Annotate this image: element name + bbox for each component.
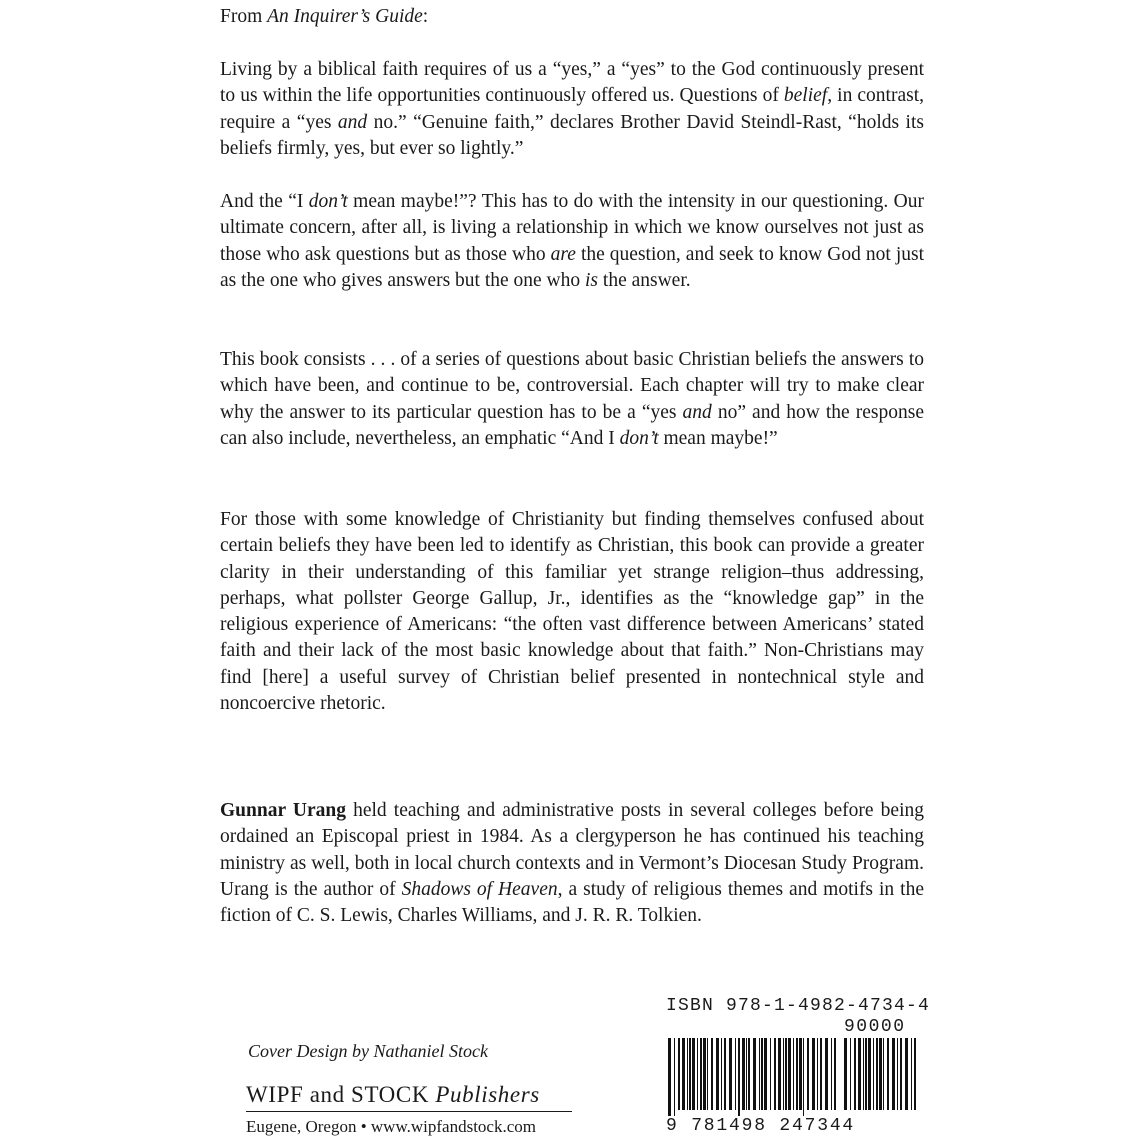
barcode-bar — [729, 1038, 732, 1110]
text-run: is — [585, 269, 599, 291]
barcode-bar — [697, 1038, 698, 1110]
barcode-bar — [799, 1038, 802, 1110]
barcode-bar — [764, 1038, 767, 1110]
barcode-bar — [783, 1038, 784, 1110]
barcode-bar — [825, 1038, 828, 1110]
intro-colon: : — [422, 6, 429, 27]
text-run: in contrast, require a “yes — [220, 85, 924, 133]
text-run: and — [682, 401, 712, 423]
barcode-bar — [858, 1038, 861, 1110]
barcode-bar — [707, 1038, 708, 1110]
excerpt-paragraph-3 — [220, 347, 924, 452]
text-run: held teaching and administrative posts in several colleges before being ordained an Episcopal priest in 1984. As a clergyperson he has continued his teaching ministry as well, both in local church contexts and in Vermont’s Diocesan Study Program. Urang is the author of — [220, 800, 924, 900]
publisher-logo — [246, 1081, 572, 1139]
barcode-bar — [753, 1038, 756, 1110]
barcode-bar — [682, 1038, 685, 1110]
barcode-bar — [900, 1038, 902, 1110]
addon-barcode-bars — [844, 1038, 924, 1116]
barcode-bar — [778, 1038, 781, 1110]
barcode-bar — [724, 1038, 726, 1110]
barcode-bar — [844, 1038, 847, 1110]
text-run: the question, and seek to know God not just as the one who gives answers but the one who — [220, 243, 925, 291]
barcode-bar — [820, 1038, 822, 1110]
text-run: This book consists . . . of a series of questions about basic Christian beliefs the answers to which have been, and continue to be, controversial. Each chapter will try to make clear why the answer to its particular question has to be a “yes — [220, 349, 924, 423]
barcode-bar — [692, 1038, 695, 1110]
barcode-bar — [831, 1038, 832, 1110]
text-run: Shadows of Heaven — [401, 878, 558, 900]
excerpt-paragraph-1 — [220, 57, 924, 162]
barcode-bar — [742, 1038, 745, 1110]
text-run: don’t — [308, 191, 348, 212]
barcode-bar — [854, 1038, 856, 1110]
barcode-bar — [883, 1038, 884, 1110]
barcode-bar — [674, 1038, 675, 1116]
author-bio — [220, 798, 924, 929]
barcode-bar — [807, 1038, 809, 1110]
barcode-bar — [678, 1038, 680, 1110]
barcode-bar — [774, 1038, 776, 1110]
barcode-bar — [817, 1038, 818, 1110]
barcode-bar — [834, 1038, 836, 1110]
barcode-bar — [812, 1038, 815, 1110]
barcode-bar — [873, 1038, 874, 1110]
barcode-bar — [687, 1038, 688, 1110]
barcode-bar — [911, 1038, 912, 1110]
barcode-bar — [914, 1038, 916, 1110]
text-run: don’t — [619, 427, 659, 449]
text-run: Gunnar Urang — [220, 800, 346, 821]
barcode-bar — [721, 1038, 722, 1110]
barcode-bar — [793, 1038, 794, 1110]
barcode-bar — [735, 1038, 736, 1110]
publisher-name-suffix: Publishers — [435, 1082, 540, 1107]
barcode-bar — [738, 1038, 740, 1116]
text-run: no” and how the response can also include, nevertheless, an emphatic “And I — [220, 401, 924, 449]
barcode-bar — [759, 1038, 760, 1110]
barcode-bar — [711, 1038, 713, 1110]
barcode-bar — [770, 1038, 771, 1110]
publisher-location: Eugene, Oregon • www.wipfandstock.com — [246, 1117, 536, 1136]
text-run: belief, — [783, 85, 833, 107]
publisher-name-main: WIPF and STOCK — [246, 1082, 430, 1107]
barcode-bar — [905, 1038, 908, 1110]
text-run: For those with some knowledge of Christianity but finding themselves confused about certain beliefs they have been led to identify as Christian, this book can provide a greater clarity in their understanding of this familiar yet strange religion–thus addressing, perhaps, what pollster George Gallup, Jr., identifies as the “knowledge gap” in the religious experience of Americans: “the often vast difference between Americans’ stated faith and their lack of the most basic knowledge about that faith.” Non-Christians may find [here] a useful survey of Christian belief presented in nontechnical style and noncoercive rhetoric. — [220, 509, 924, 715]
barcode-bar — [746, 1038, 747, 1110]
source-title: An Inquirer’s Guide — [267, 6, 423, 27]
ean-digits: 9 781498 247344 — [666, 1116, 856, 1136]
excerpt-paragraph-4 — [220, 507, 924, 717]
barcode-bar — [788, 1038, 791, 1110]
publisher-name — [246, 1081, 572, 1112]
text-run: mean maybe!” — [658, 427, 778, 449]
isbn-label: ISBN 978-1-4982-4734-4 — [666, 996, 931, 1016]
barcode-bar — [748, 1038, 750, 1110]
source-intro — [220, 4, 924, 30]
barcode-bar — [876, 1038, 878, 1110]
barcode-bar — [761, 1038, 763, 1110]
price-addon-code: 90000 — [844, 1017, 906, 1037]
text-run: the answer. — [598, 269, 691, 291]
isbn-barcode — [666, 996, 931, 1141]
barcode-bar — [785, 1038, 787, 1110]
barcode-bar — [850, 1038, 851, 1110]
barcode-bar — [863, 1038, 864, 1110]
barcode-bar — [887, 1038, 889, 1110]
text-run: And the “I — [220, 191, 309, 212]
barcode-bar — [879, 1038, 882, 1110]
barcode-bar — [796, 1038, 798, 1110]
barcode-bar — [803, 1038, 804, 1116]
barcode-bar — [892, 1038, 895, 1110]
barcode-bar — [689, 1038, 691, 1110]
text-run: and — [337, 111, 368, 133]
barcode-bar — [716, 1038, 719, 1110]
text-run: are — [550, 243, 576, 265]
barcode-bar — [897, 1038, 898, 1110]
barcode-bar — [700, 1038, 702, 1110]
text-run: no.” “Genuine faith,” declares Brother David Steindl-Rast, “holds its beliefs firmly, yes, but ever so lightly.” — [220, 111, 924, 159]
intro-from: From — [220, 6, 268, 27]
barcode-bar — [703, 1038, 706, 1110]
text-run: Living by a biblical faith requires of us a “yes,” a “yes” to the God continuously present to us within the life opportunities continuously offered us. Questions of — [220, 59, 924, 107]
excerpt-paragraph-2 — [220, 189, 924, 294]
text-run: mean maybe!”? This has to do with the intensity in our questioning. Our ultimate concern, after all, is living a relationship in which we know ourselves not just as those who ask questions but as those who — [220, 191, 924, 265]
ean-barcode-bars — [668, 1038, 838, 1116]
barcode-bar — [668, 1038, 671, 1116]
barcode-bar — [868, 1038, 871, 1110]
text-run: , a study of religious themes and motifs in the fiction of C. S. Lewis, Charles Williams, and J. R. R. Tolkien. — [220, 878, 924, 927]
barcode-bar — [865, 1038, 867, 1110]
cover-design-credit: Cover Design by Nathaniel Stock — [248, 1041, 488, 1061]
